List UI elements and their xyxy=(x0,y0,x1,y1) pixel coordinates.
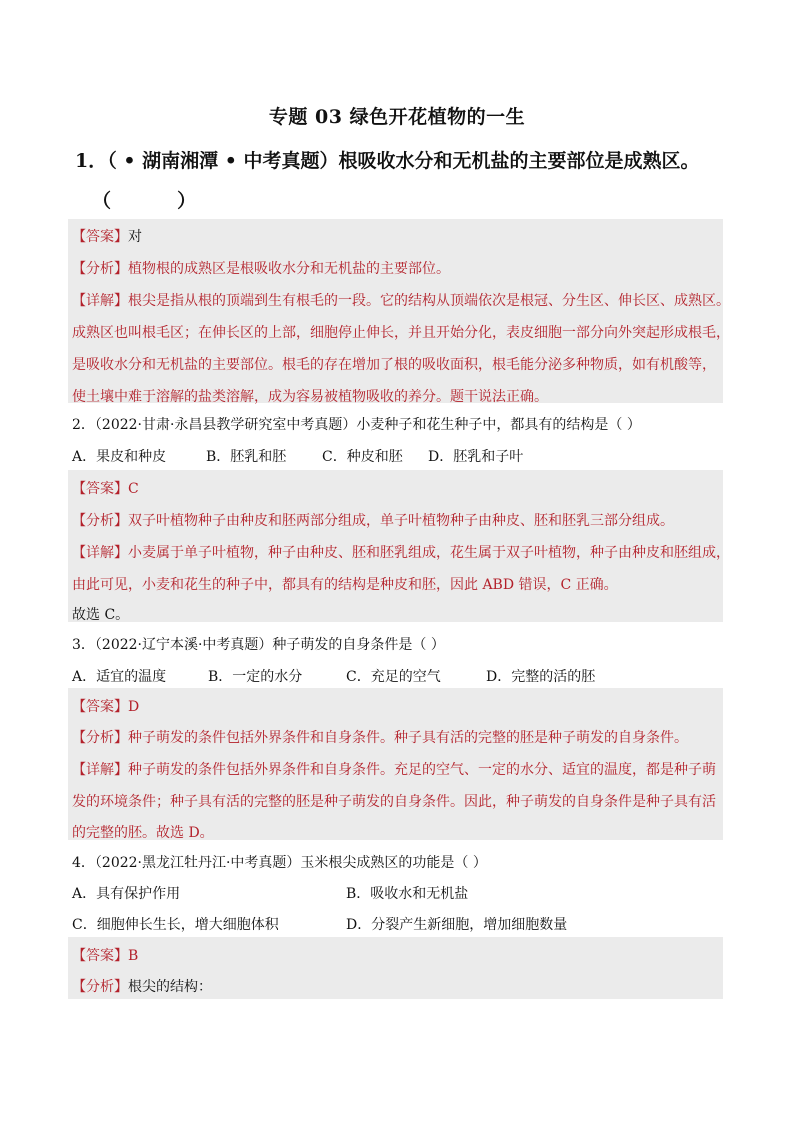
question-3-option-d: D．完整的活的胚 xyxy=(486,669,596,685)
question-3-detail xyxy=(72,759,716,779)
analysis-text: 植物根的成熟区是根吸收水分和无机盐的主要部位。 xyxy=(128,261,450,277)
question-3-option-c: C．充足的空气 xyxy=(346,669,441,685)
detail-tag: 【详解】 xyxy=(72,545,128,561)
conclusion-line: 故选 C。 xyxy=(72,607,130,623)
question-1-blank: （ ） xyxy=(92,190,197,212)
analysis-tag: 【分析】 xyxy=(72,979,128,995)
detail-line: 的完整的胚。故选 D。 xyxy=(72,825,214,841)
detail-line: 成熟区也叫根毛区；在伸长区的上部，细胞停止伸长，并且开始分化，表皮细胞一部分向外突起形成根毛， xyxy=(72,325,730,341)
question-4-option-b: B．吸收水和无机盐 xyxy=(346,886,469,902)
question-2-option-a: A．果皮和种皮 xyxy=(72,449,167,465)
question-4-answer xyxy=(72,945,138,965)
detail-line: 根尖是指从根的顶端到生有根毛的一段。它的结构从顶端依次是根冠、分生区、伸长区、成熟区。 xyxy=(128,293,730,309)
answer-tag: 【答案】 xyxy=(72,699,128,715)
answer-value: B xyxy=(128,948,139,964)
analysis-text: 根尖的结构： xyxy=(128,979,212,995)
detail-tag: 【详解】 xyxy=(72,762,128,778)
detail-line: 种子萌发的条件包括外界条件和自身条件。充足的空气、一定的水分、适宜的温度，都是种子萌 xyxy=(128,762,716,778)
answer-value: C xyxy=(128,481,139,497)
analysis-text: 种子萌发的条件包括外界条件和自身条件。种子具有活的完整的胚是种子萌发的自身条件。 xyxy=(128,730,688,746)
question-2-analysis xyxy=(72,510,674,530)
question-1-stem: 1．（ • 湖南湘潭 • 中考真题）根吸收水分和无机盐的主要部位是成熟区。 xyxy=(75,150,700,172)
question-4-option-d: D．分裂产生新细胞，增加细胞数量 xyxy=(346,917,568,933)
analysis-text: 双子叶植物种子由种皮和胚两部分组成，单子叶植物种子由种皮、胚和胚乳三部分组成。 xyxy=(128,513,674,529)
question-2-option-b: B．胚乳和胚 xyxy=(206,449,287,465)
question-4-option-a: A．具有保护作用 xyxy=(72,886,181,902)
detail-line: 由此可见，小麦和花生的种子中，都具有的结构是种皮和胚，因此 ABD 错误，C 正确。 xyxy=(72,577,618,593)
question-3-stem: 3．（2022·辽宁本溪·中考真题）种子萌发的自身条件是（ ） xyxy=(72,637,445,653)
question-1-detail xyxy=(72,290,730,310)
answer-tag: 【答案】 xyxy=(72,481,128,497)
detail-tag: 【详解】 xyxy=(72,293,128,309)
detail-line: 发的环境条件；种子具有活的完整的胚是种子萌发的自身条件。因此，种子萌发的自身条件是种子具有活 xyxy=(72,794,716,810)
page-title: 专题 03 绿色开花植物的一生 xyxy=(268,106,526,128)
detail-line: 小麦属于单子叶植物，种子由种皮、胚和胚乳组成，花生属于双子叶植物，种子由种皮和胚组成， xyxy=(128,545,730,561)
question-1-analysis xyxy=(72,258,450,278)
question-1-answer xyxy=(72,226,142,246)
analysis-tag: 【分析】 xyxy=(72,730,128,746)
question-4-option-c: C．细胞伸长生长，增大细胞体积 xyxy=(72,917,279,933)
question-4-stem: 4．（2022·黑龙江牡丹江·中考真题）玉米根尖成熟区的功能是（ ） xyxy=(72,855,487,871)
question-3-analysis xyxy=(72,727,688,747)
analysis-tag: 【分析】 xyxy=(72,513,128,529)
question-3-option-b: B．一定的水分 xyxy=(208,669,303,685)
question-2-answer xyxy=(72,478,139,498)
detail-line: 是吸收水分和无机盐的主要部位。根毛的存在增加了根的吸收面积，根毛能分泌多种物质，如有机酸等， xyxy=(72,357,716,373)
question-2-detail xyxy=(72,542,730,562)
question-2-stem: 2．（2022·甘肃·永昌县教学研究室中考真题）小麦种子和花生种子中，都具有的结构是（ ） xyxy=(72,417,641,433)
question-3-option-a: A．适宜的温度 xyxy=(72,669,167,685)
answer-tag: 【答案】 xyxy=(72,229,128,245)
question-2-option-c: C．种皮和胚 xyxy=(322,449,403,465)
answer-value: D xyxy=(128,699,140,715)
question-3-answer xyxy=(72,696,139,716)
answer-value: 对 xyxy=(128,229,142,245)
question-1-solution-box xyxy=(68,219,723,403)
answer-tag: 【答案】 xyxy=(72,948,128,964)
analysis-tag: 【分析】 xyxy=(72,261,128,277)
question-4-analysis xyxy=(72,976,212,996)
detail-line: 使土壤中难于溶解的盐类溶解，成为容易被植物吸收的养分。题干说法正确。 xyxy=(72,389,548,405)
question-2-option-d: D．胚乳和子叶 xyxy=(428,449,524,465)
